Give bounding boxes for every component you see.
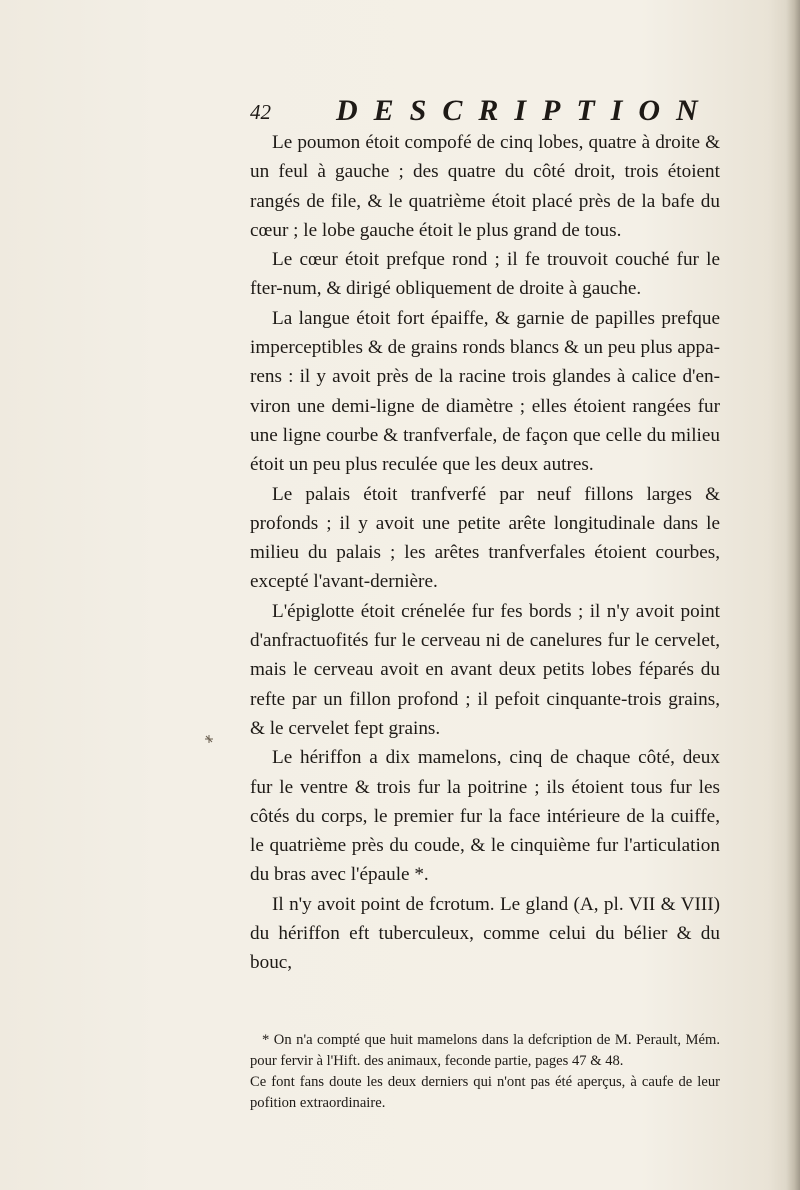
- paragraph-palais: Le palais étoit tranfverfé par neuf fillons larges & profonds ; il y avoit une petite arête longitudinale dans le milieu du palais ; les arêtes tranfverfales étoient courbes, excepté l'avant-dernière.: [250, 483, 720, 593]
- footnote-line-1: * On n'a compté que huit mamelons dans la defcription de M. Perault, Mém. pour fervir à l'Hift. des animaux, feconde partie, pages 47 & 48.: [250, 1032, 720, 1069]
- paragraph-langue: La langue étoit fort épaiffe, & garnie de papilles prefque imperceptibles & de grains ronds blancs & un peu plus appa-rens : il y avoit près de la racine trois glandes à calice d'en-viron une demi-ligne de diamètre ; elles étoient rangées fur une ligne courbe & tranfverfale, de façon que celle du milieu étoit un peu plus reculée que les deux autres.: [250, 307, 720, 476]
- ink-mark-icon: [203, 732, 215, 744]
- footnote: [250, 1030, 720, 1114]
- paragraph-poumon: Le poumon étoit compofé de cinq lobes, quatre à droite & un feul à gauche ; des quatre du côté droit, trois étoient rangés de file, & le quatrième étoit placé près de la bafe du cœur ; le lobe gauche étoit le plus grand de tous.: [250, 132, 720, 241]
- page-edge-shadow: [786, 0, 800, 1190]
- footnote-line-2: Ce font fans doute les deux derniers qui n'ont pas été aperçus, à caufe de leur pofition extraordinaire.: [250, 1074, 720, 1111]
- paragraph-gland: Il n'y avoit point de fcrotum. Le gland (A, pl. VII & VIII) du hériffon eft tuberculeux, comme celui du bélier & du bouc,: [250, 893, 720, 974]
- paragraph-coeur: Le cœur étoit prefque rond ; il fe trouvoit couché fur le fter-num, & dirigé obliquement de droite à gauche.: [250, 249, 720, 300]
- paragraph-mamelons: Le hériffon a dix mamelons, cinq de chaque côté, deux fur le ventre & trois fur la poitrine ; ils étoient tous fur les côtés du corps, le premier fur la face intérieure de la cuiffe, le quatrième près du coude, & le cinquième fur l'articulation du bras avec l'épaule *.: [250, 747, 720, 886]
- page-number: 42: [250, 100, 271, 124]
- paragraph-epiglotte: L'épiglotte étoit crénelée fur fes bords ; il n'y avoit point d'anfractuofités fur le cerveau ni de canelures fur le cervelet, mais le cerveau avoit en avant deux petits lobes féparés du refte par un fillon profond ; il pefoit cinquante-trois grains, & le cervelet fept grains.: [250, 600, 720, 739]
- body-text: [250, 128, 720, 978]
- running-head: DESCRIPTION: [336, 94, 714, 127]
